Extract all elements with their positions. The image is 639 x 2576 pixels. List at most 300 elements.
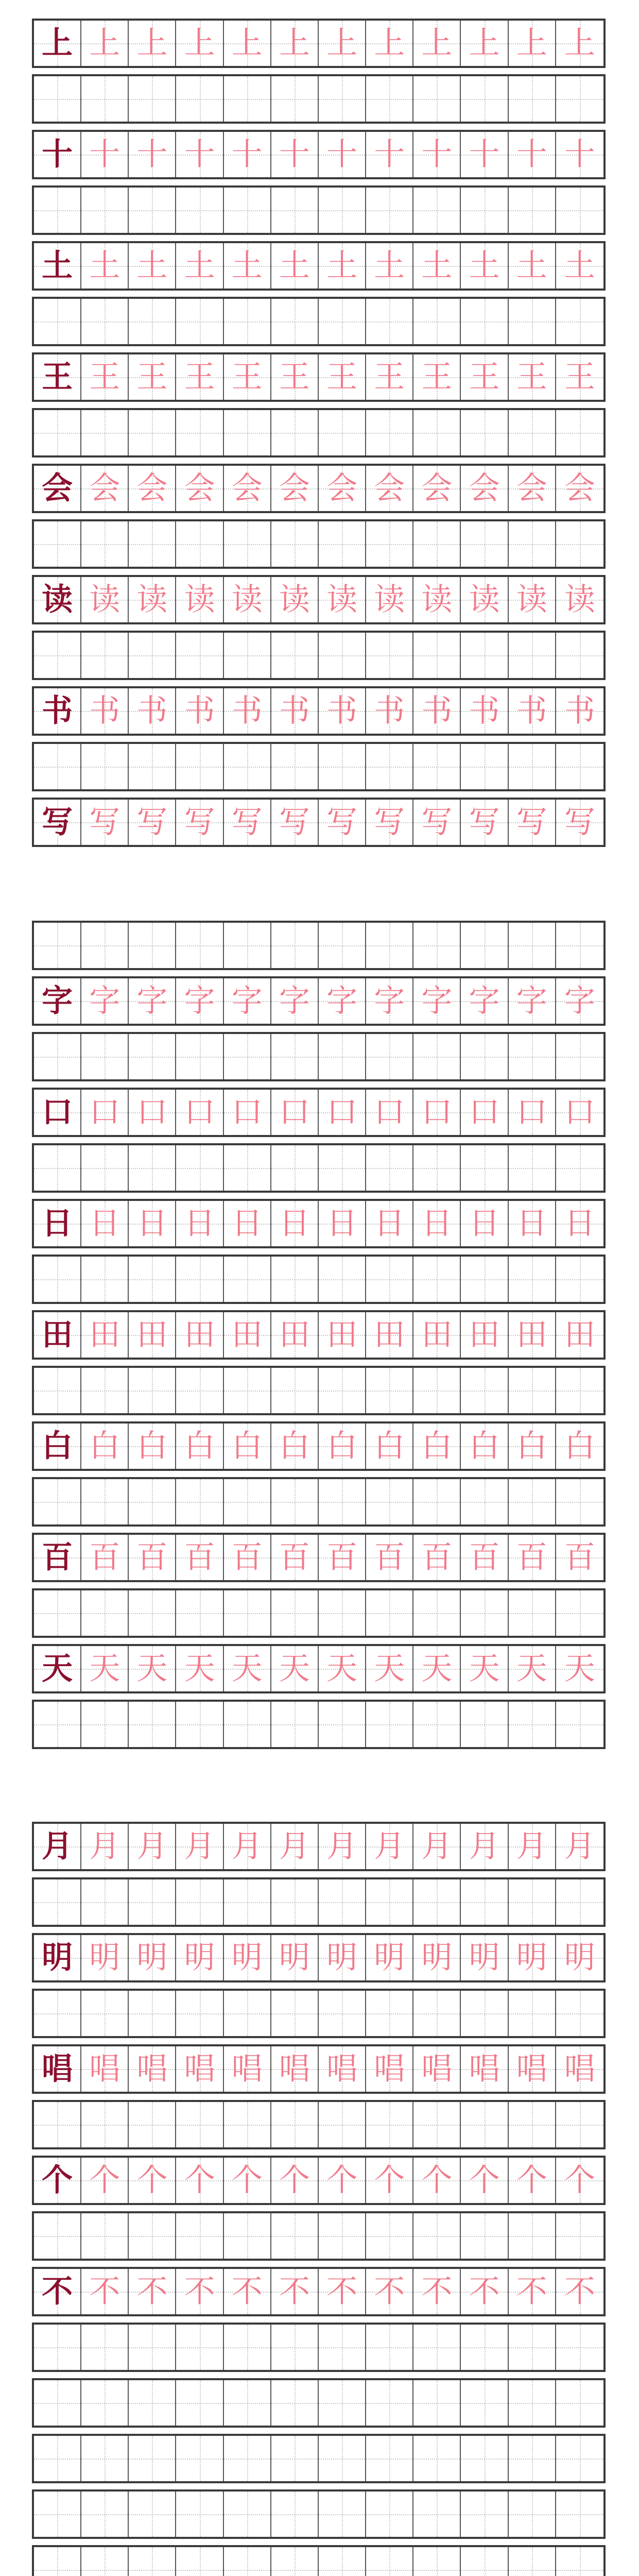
trace-character: 日	[89, 1206, 120, 1242]
grid-cell	[177, 1034, 224, 1079]
guide-line-horizontal	[413, 767, 460, 768]
guide-line-horizontal	[81, 1613, 128, 1614]
practice-row	[32, 352, 606, 402]
grid-cell	[509, 800, 556, 845]
grid-cell	[461, 1935, 509, 1980]
grid-cell	[224, 1479, 271, 1524]
trace-character: 读	[279, 582, 310, 618]
trace-character: 王	[89, 359, 120, 395]
guide-line-horizontal	[177, 99, 223, 100]
trace-character: 十	[184, 137, 215, 173]
model-character: 土	[42, 248, 73, 284]
guide-line-horizontal	[556, 945, 603, 946]
guide-line-horizontal	[177, 1057, 223, 1058]
guide-line-horizontal	[509, 1724, 555, 1725]
grid-cell	[129, 1034, 176, 1079]
practice-row	[32, 686, 606, 736]
trace-character: 书	[231, 693, 263, 729]
grid-cell	[509, 2158, 556, 2203]
trace-character: 十	[136, 137, 168, 173]
grid-cell	[319, 1423, 366, 1469]
guide-line-horizontal	[271, 1502, 318, 1503]
guide-line-horizontal	[129, 945, 175, 946]
grid-cell	[81, 923, 129, 968]
trace-character: 百	[326, 1539, 358, 1575]
guide-line-horizontal	[509, 2013, 555, 2014]
grid-cell	[509, 76, 556, 122]
guide-line-vertical	[389, 2547, 390, 2576]
grid-cell	[224, 466, 271, 511]
grid-cell	[509, 2436, 556, 2481]
guide-line-horizontal	[509, 2570, 555, 2571]
trace-character: 写	[564, 804, 595, 840]
grid-cell	[461, 1535, 509, 1580]
grid-cell	[177, 1991, 224, 2036]
grid-cell	[271, 1824, 319, 1869]
guide-line-horizontal	[177, 767, 223, 768]
grid-cell	[129, 1257, 176, 1302]
guide-line-horizontal	[224, 321, 270, 323]
trace-character: 天	[89, 1651, 120, 1687]
grid-cell	[129, 1535, 176, 1580]
trace-character: 个	[564, 2162, 595, 2198]
guide-line-horizontal	[556, 767, 603, 768]
grid-cell	[34, 410, 81, 455]
grid-cell	[366, 1479, 413, 1524]
grid-cell	[366, 2269, 413, 2314]
guide-line-horizontal	[461, 544, 508, 545]
trace-character: 田	[231, 1317, 263, 1353]
grid-cell	[461, 923, 509, 968]
guide-line-horizontal	[34, 2013, 80, 2014]
trace-character: 个	[136, 2162, 168, 2198]
trace-character: 日	[231, 1206, 263, 1242]
grid-cell	[461, 21, 509, 66]
grid-cell	[556, 2102, 603, 2147]
trace-character: 读	[136, 582, 168, 618]
grid-cell	[271, 633, 319, 678]
grid-cell	[319, 978, 366, 1024]
guide-line-horizontal	[224, 1902, 270, 1903]
grid-cell	[366, 1034, 413, 1079]
trace-character: 字	[421, 983, 453, 1019]
grid-cell	[556, 2269, 603, 2314]
grid-cell	[34, 2436, 81, 2481]
trace-character: 上	[421, 25, 453, 61]
grid-cell	[319, 688, 366, 734]
trace-character: 白	[279, 1428, 310, 1464]
grid-cell	[461, 2547, 509, 2576]
practice-row	[32, 631, 606, 680]
trace-character: 田	[564, 1317, 595, 1353]
trace-character: 会	[231, 470, 263, 506]
grid-cell	[224, 1423, 271, 1469]
grid-cell	[319, 76, 366, 122]
guide-line-horizontal	[81, 655, 128, 656]
trace-character: 会	[326, 470, 358, 506]
grid-cell	[34, 1201, 81, 1246]
trace-character: 百	[231, 1539, 263, 1575]
grid-cell	[461, 2436, 509, 2481]
guide-line-horizontal	[129, 2403, 175, 2404]
guide-line-horizontal	[81, 433, 128, 434]
guide-line-horizontal	[366, 2236, 412, 2237]
grid-cell	[224, 2325, 271, 2370]
grid-cell	[461, 1590, 509, 1636]
grid-cell	[81, 188, 129, 233]
grid-cell	[556, 1257, 603, 1302]
grid-cell	[34, 2213, 81, 2259]
trace-character: 明	[469, 1940, 500, 1976]
grid-cell	[461, 1479, 509, 1524]
grid-cell	[81, 1702, 129, 1747]
trace-character: 土	[231, 248, 263, 284]
grid-cell	[81, 299, 129, 344]
trace-character: 不	[89, 2274, 120, 2310]
grid-cell	[177, 2380, 224, 2426]
guide-line-horizontal	[319, 767, 365, 768]
grid-cell	[366, 800, 413, 845]
guide-line-horizontal	[461, 2347, 508, 2348]
grid-cell	[509, 1535, 556, 1580]
trace-character: 天	[564, 1651, 595, 1687]
grid-cell	[129, 633, 176, 678]
model-character: 月	[42, 1828, 73, 1865]
trace-character: 明	[516, 1940, 547, 1976]
grid-cell	[271, 1257, 319, 1302]
trace-character: 田	[136, 1317, 168, 1353]
trace-character: 土	[564, 248, 595, 284]
guide-line-horizontal	[461, 210, 508, 211]
guide-line-horizontal	[509, 433, 555, 434]
grid-cell	[34, 800, 81, 845]
trace-character: 会	[564, 470, 595, 506]
trace-character: 月	[231, 1828, 263, 1865]
grid-cell	[461, 978, 509, 1024]
practice-row	[32, 1477, 606, 1527]
guide-line-horizontal	[34, 2570, 80, 2571]
guide-line-horizontal	[509, 321, 555, 323]
trace-character: 读	[564, 582, 595, 618]
guide-line-horizontal	[461, 655, 508, 656]
guide-line-vertical	[342, 2547, 343, 2576]
grid-cell	[509, 1935, 556, 1980]
grid-cell	[556, 1201, 603, 1246]
grid-cell	[556, 132, 603, 177]
grid-cell	[319, 2547, 366, 2576]
trace-character: 百	[516, 1539, 547, 1575]
grid-cell	[413, 633, 461, 678]
grid-cell	[177, 188, 224, 233]
trace-character: 百	[421, 1539, 453, 1575]
trace-character: 白	[564, 1428, 595, 1464]
trace-character: 明	[564, 1940, 595, 1976]
trace-character: 书	[136, 693, 168, 729]
practice-row	[32, 2044, 606, 2094]
grid-cell	[224, 410, 271, 455]
grid-cell	[509, 2380, 556, 2426]
grid-cell	[34, 21, 81, 66]
grid-cell	[34, 299, 81, 344]
grid-cell	[34, 577, 81, 622]
trace-character: 明	[421, 1940, 453, 1976]
guide-line-horizontal	[224, 2514, 270, 2515]
grid-cell	[461, 800, 509, 845]
grid-cell	[509, 1991, 556, 2036]
guide-line-vertical	[437, 2547, 438, 2576]
grid-cell	[461, 2492, 509, 2537]
guide-line-horizontal	[366, 1168, 412, 1169]
practice-row	[32, 297, 606, 346]
grid-cell	[224, 1090, 271, 1135]
grid-cell	[177, 688, 224, 734]
guide-line-horizontal	[129, 655, 175, 656]
grid-cell	[556, 2547, 603, 2576]
model-character: 读	[42, 582, 73, 618]
guide-line-horizontal	[177, 2013, 223, 2014]
guide-line-vertical	[105, 2547, 106, 2576]
trace-character: 王	[136, 359, 168, 395]
guide-line-horizontal	[366, 2459, 412, 2460]
trace-character: 读	[374, 582, 405, 618]
grid-cell	[319, 410, 366, 455]
guide-line-horizontal	[556, 1168, 603, 1169]
grid-cell	[556, 1145, 603, 1191]
trace-character: 唱	[136, 2051, 168, 2087]
grid-cell	[129, 2436, 176, 2481]
guide-line-horizontal	[224, 99, 270, 100]
trace-character: 月	[374, 1828, 405, 1865]
grid-cell	[319, 1535, 366, 1580]
grid-cell	[129, 923, 176, 968]
grid-cell	[556, 1090, 603, 1135]
trace-character: 天	[469, 1651, 500, 1687]
trace-character: 书	[516, 693, 547, 729]
trace-character: 唱	[279, 2051, 310, 2087]
trace-character: 书	[184, 693, 215, 729]
grid-cell	[224, 1535, 271, 1580]
practice-row	[32, 575, 606, 624]
grid-cell	[366, 1991, 413, 2036]
trace-character: 不	[279, 2274, 310, 2310]
guide-line-horizontal	[271, 99, 318, 100]
grid-cell	[177, 1257, 224, 1302]
trace-character: 书	[374, 693, 405, 729]
guide-line-horizontal	[461, 767, 508, 768]
grid-cell	[34, 1312, 81, 1358]
trace-character: 唱	[374, 2051, 405, 2087]
grid-cell	[34, 1991, 81, 2036]
grid-cell	[177, 1879, 224, 1925]
grid-cell	[224, 188, 271, 233]
grid-cell	[509, 2269, 556, 2314]
grid-cell	[34, 688, 81, 734]
grid-cell	[319, 132, 366, 177]
trace-character: 口	[516, 1094, 547, 1130]
grid-cell	[366, 1368, 413, 1413]
guide-line-horizontal	[224, 2403, 270, 2404]
trace-character: 日	[326, 1206, 358, 1242]
trace-character: 个	[516, 2162, 547, 2198]
grid-cell	[509, 978, 556, 1024]
guide-line-horizontal	[509, 767, 555, 768]
trace-character: 月	[564, 1828, 595, 1865]
grid-cell	[129, 1312, 176, 1358]
guide-line-horizontal	[556, 2514, 603, 2515]
guide-line-horizontal	[413, 1502, 460, 1503]
grid-cell	[271, 1145, 319, 1191]
grid-cell	[177, 2213, 224, 2259]
guide-line-horizontal	[556, 544, 603, 545]
grid-cell	[271, 1702, 319, 1747]
grid-cell	[81, 2158, 129, 2203]
grid-cell	[461, 2102, 509, 2147]
grid-cell	[413, 1201, 461, 1246]
trace-character: 唱	[89, 2051, 120, 2087]
guide-line-horizontal	[556, 2347, 603, 2348]
guide-line-horizontal	[319, 655, 365, 656]
guide-line-horizontal	[224, 2570, 270, 2571]
model-character: 日	[42, 1206, 73, 1242]
grid-cell	[413, 2046, 461, 2092]
grid-cell	[271, 800, 319, 845]
trace-character: 上	[184, 25, 215, 61]
guide-line-horizontal	[34, 2514, 80, 2515]
grid-cell	[413, 2269, 461, 2314]
grid-cell	[319, 1879, 366, 1925]
guide-line-horizontal	[81, 2125, 128, 2126]
guide-line-horizontal	[509, 2347, 555, 2348]
guide-line-horizontal	[461, 1502, 508, 1503]
trace-character: 上	[374, 25, 405, 61]
guide-line-horizontal	[319, 2347, 365, 2348]
trace-character: 百	[184, 1539, 215, 1575]
grid-cell	[177, 1702, 224, 1747]
grid-cell	[319, 243, 366, 289]
guide-line-horizontal	[81, 1168, 128, 1169]
grid-cell	[129, 1991, 176, 2036]
guide-line-horizontal	[556, 2403, 603, 2404]
grid-cell	[413, 1824, 461, 1869]
trace-character: 王	[469, 359, 500, 395]
guide-line-horizontal	[177, 1391, 223, 1392]
grid-cell	[81, 1090, 129, 1135]
grid-cell	[177, 633, 224, 678]
grid-cell	[81, 521, 129, 567]
guide-line-horizontal	[81, 1502, 128, 1503]
grid-cell	[34, 978, 81, 1024]
guide-line-horizontal	[556, 321, 603, 323]
guide-line-horizontal	[129, 2514, 175, 2515]
grid-cell	[413, 410, 461, 455]
grid-cell	[177, 1201, 224, 1246]
grid-cell	[271, 1034, 319, 1079]
trace-character: 明	[279, 1940, 310, 1976]
trace-character: 读	[421, 582, 453, 618]
trace-character: 月	[516, 1828, 547, 1865]
grid-cell	[413, 1423, 461, 1469]
grid-cell	[413, 688, 461, 734]
grid-cell	[556, 354, 603, 400]
guide-line-horizontal	[81, 321, 128, 323]
guide-line-horizontal	[224, 433, 270, 434]
trace-character: 写	[184, 804, 215, 840]
guide-line-horizontal	[34, 1502, 80, 1503]
grid-cell	[177, 2046, 224, 2092]
guide-line-horizontal	[34, 2347, 80, 2348]
grid-cell	[556, 1590, 603, 1636]
grid-cell	[413, 21, 461, 66]
grid-cell	[271, 188, 319, 233]
grid-cell	[509, 2325, 556, 2370]
guide-line-horizontal	[224, 1613, 270, 1614]
grid-cell	[271, 2325, 319, 2370]
guide-line-vertical	[152, 2547, 153, 2576]
guide-line-vertical	[247, 2547, 248, 2576]
trace-character: 土	[374, 248, 405, 284]
grid-cell	[461, 2213, 509, 2259]
trace-character: 读	[231, 582, 263, 618]
guide-line-horizontal	[34, 544, 80, 545]
trace-character: 田	[374, 1317, 405, 1353]
guide-line-horizontal	[509, 2236, 555, 2237]
practice-row	[32, 1421, 606, 1471]
grid-cell	[34, 354, 81, 400]
guide-line-horizontal	[366, 945, 412, 946]
trace-character: 土	[421, 248, 453, 284]
trace-character: 十	[469, 137, 500, 173]
guide-line-horizontal	[556, 1391, 603, 1392]
guide-line-horizontal	[129, 99, 175, 100]
grid-cell	[366, 1590, 413, 1636]
grid-cell	[319, 1312, 366, 1358]
grid-cell	[413, 2380, 461, 2426]
guide-line-horizontal	[509, 99, 555, 100]
guide-line-horizontal	[413, 2013, 460, 2014]
guide-line-horizontal	[129, 1057, 175, 1058]
grid-cell	[177, 577, 224, 622]
grid-cell	[556, 1824, 603, 1869]
grid-cell	[224, 1879, 271, 1925]
trace-character: 白	[421, 1428, 453, 1464]
guide-line-horizontal	[509, 2403, 555, 2404]
trace-character: 白	[374, 1428, 405, 1464]
trace-character: 写	[89, 804, 120, 840]
practice-row	[32, 1644, 606, 1693]
trace-character: 口	[374, 1094, 405, 1130]
grid-cell	[319, 21, 366, 66]
grid-cell	[413, 1879, 461, 1925]
trace-character: 天	[374, 1651, 405, 1687]
trace-character: 土	[326, 248, 358, 284]
guide-line-vertical	[57, 2547, 58, 2576]
guide-line-horizontal	[319, 1168, 365, 1169]
grid-cell	[556, 800, 603, 845]
guide-line-horizontal	[81, 1391, 128, 1392]
practice-row	[32, 408, 606, 457]
guide-line-horizontal	[81, 1724, 128, 1725]
trace-character: 书	[564, 693, 595, 729]
grid-cell	[461, 1257, 509, 1302]
practice-row	[32, 1700, 606, 1749]
grid-cell	[366, 466, 413, 511]
grid-cell	[319, 2380, 366, 2426]
grid-cell	[34, 2269, 81, 2314]
guide-line-horizontal	[319, 2570, 365, 2571]
grid-cell	[366, 2436, 413, 2481]
grid-cell	[509, 1824, 556, 1869]
guide-line-horizontal	[509, 1902, 555, 1903]
